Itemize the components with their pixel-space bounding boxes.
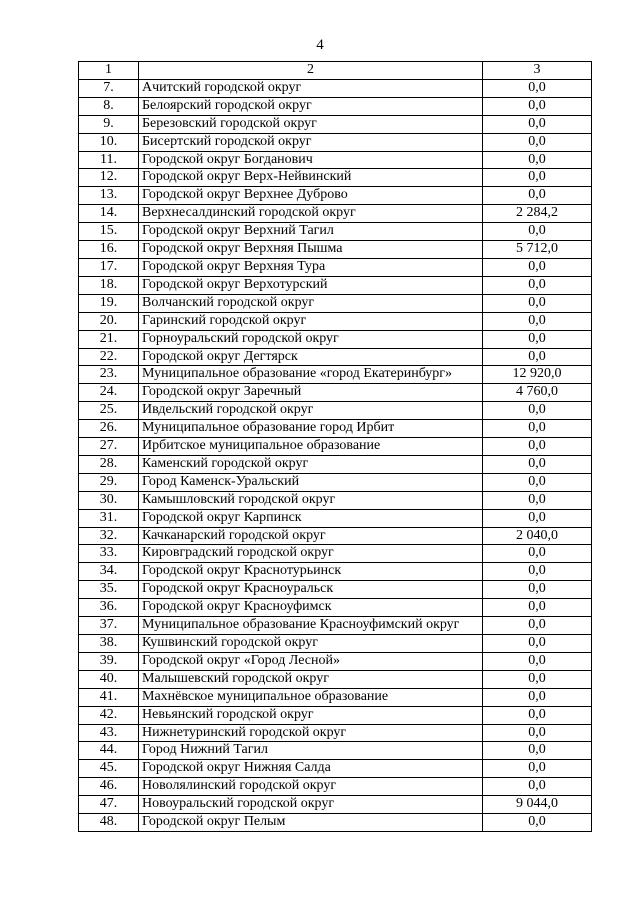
row-number: 38. [79, 635, 139, 653]
row-number: 25. [79, 402, 139, 420]
row-number: 47. [79, 796, 139, 814]
municipality-name: Городской округ Верхнее Дуброво [139, 187, 483, 205]
row-number: 20. [79, 312, 139, 330]
row-number: 45. [79, 760, 139, 778]
municipality-name: Ивдельский городской округ [139, 402, 483, 420]
municipality-name: Городской округ Богданович [139, 151, 483, 169]
municipality-name: Махнёвское муниципальное образование [139, 688, 483, 706]
amount-value: 0,0 [483, 617, 592, 635]
table-row [79, 223, 592, 241]
table-row [79, 205, 592, 223]
municipality-name: Городской округ Краснотурьинск [139, 563, 483, 581]
amount-value: 0,0 [483, 563, 592, 581]
amount-value: 9 044,0 [483, 796, 592, 814]
table-row [79, 366, 592, 384]
table-row [79, 133, 592, 151]
table-row [79, 706, 592, 724]
municipality-name: Муниципальное образование Красноуфимский округ [139, 617, 483, 635]
table-row [79, 509, 592, 527]
row-number: 15. [79, 223, 139, 241]
table-row [79, 796, 592, 814]
table-row [79, 438, 592, 456]
municipality-name: Муниципальное образование город Ирбит [139, 420, 483, 438]
municipality-name: Городской округ Пелым [139, 814, 483, 832]
municipality-name: Городской округ Верхняя Тура [139, 258, 483, 276]
table-row [79, 276, 592, 294]
table-header-row [79, 62, 592, 80]
municipality-name: Городской округ Красноуральск [139, 581, 483, 599]
row-number: 41. [79, 688, 139, 706]
municipality-name: Городской округ Дегтярск [139, 348, 483, 366]
amount-value: 0,0 [483, 151, 592, 169]
table-row [79, 330, 592, 348]
municipality-name: Город Нижний Тагил [139, 742, 483, 760]
municipality-name: Ачитский городской округ [139, 79, 483, 97]
table-row [79, 545, 592, 563]
amount-value: 2 040,0 [483, 527, 592, 545]
table-row [79, 97, 592, 115]
table-row [79, 455, 592, 473]
amount-value: 0,0 [483, 420, 592, 438]
table-row [79, 420, 592, 438]
municipality-name: Камышловский городской округ [139, 491, 483, 509]
row-number: 34. [79, 563, 139, 581]
table-row [79, 384, 592, 402]
amount-value: 0,0 [483, 312, 592, 330]
row-number: 27. [79, 438, 139, 456]
municipality-name: Качканарский городской округ [139, 527, 483, 545]
row-number: 35. [79, 581, 139, 599]
municipality-name: Белоярский городской округ [139, 97, 483, 115]
table-row [79, 742, 592, 760]
row-number: 36. [79, 599, 139, 617]
table-row [79, 527, 592, 545]
amount-value: 0,0 [483, 258, 592, 276]
table-row [79, 688, 592, 706]
municipality-name: Городской округ Верхняя Пышма [139, 241, 483, 259]
row-number: 40. [79, 670, 139, 688]
municipality-name: Городской округ Верх-Нейвинский [139, 169, 483, 187]
header-col-3: 3 [483, 62, 592, 80]
table-row [79, 79, 592, 97]
amount-value: 0,0 [483, 223, 592, 241]
amount-value: 5 712,0 [483, 241, 592, 259]
table-row [79, 312, 592, 330]
amount-value: 0,0 [483, 670, 592, 688]
row-number: 24. [79, 384, 139, 402]
row-number: 28. [79, 455, 139, 473]
row-number: 8. [79, 97, 139, 115]
amount-value: 0,0 [483, 115, 592, 133]
municipality-name: Малышевский городской округ [139, 670, 483, 688]
row-number: 19. [79, 294, 139, 312]
table-row [79, 599, 592, 617]
amount-value: 0,0 [483, 491, 592, 509]
municipality-name: Березовский городской округ [139, 115, 483, 133]
amount-value: 0,0 [483, 778, 592, 796]
amount-value: 0,0 [483, 814, 592, 832]
header-col-1: 1 [79, 62, 139, 80]
municipality-name: Новоуральский городской округ [139, 796, 483, 814]
table-row [79, 241, 592, 259]
table-row [79, 187, 592, 205]
page-number: 4 [316, 37, 324, 53]
municipality-name: Верхнесалдинский городской округ [139, 205, 483, 223]
row-number: 16. [79, 241, 139, 259]
row-number: 23. [79, 366, 139, 384]
municipality-name: Горноуральский городской округ [139, 330, 483, 348]
row-number: 42. [79, 706, 139, 724]
row-number: 17. [79, 258, 139, 276]
budget-table [78, 61, 592, 832]
row-number: 43. [79, 724, 139, 742]
amount-value: 0,0 [483, 635, 592, 653]
amount-value: 0,0 [483, 652, 592, 670]
amount-value: 0,0 [483, 599, 592, 617]
row-number: 14. [79, 205, 139, 223]
amount-value: 4 760,0 [483, 384, 592, 402]
amount-value: 0,0 [483, 706, 592, 724]
table-row [79, 670, 592, 688]
amount-value: 2 284,2 [483, 205, 592, 223]
row-number: 32. [79, 527, 139, 545]
amount-value: 0,0 [483, 724, 592, 742]
table-body [79, 62, 592, 832]
municipality-name: Новолялинский городской округ [139, 778, 483, 796]
table-row [79, 402, 592, 420]
municipality-name: Каменский городской округ [139, 455, 483, 473]
row-number: 31. [79, 509, 139, 527]
row-number: 18. [79, 276, 139, 294]
amount-value: 0,0 [483, 455, 592, 473]
table-row [79, 258, 592, 276]
municipality-name: Городской округ Верхотурский [139, 276, 483, 294]
table-row [79, 635, 592, 653]
row-number: 44. [79, 742, 139, 760]
table-row [79, 778, 592, 796]
table-row [79, 563, 592, 581]
amount-value: 0,0 [483, 742, 592, 760]
amount-value: 0,0 [483, 760, 592, 778]
table-row [79, 348, 592, 366]
amount-value: 0,0 [483, 276, 592, 294]
municipality-name: Невьянский городской округ [139, 706, 483, 724]
municipality-name: Городской округ Красноуфимск [139, 599, 483, 617]
table-row [79, 724, 592, 742]
amount-value: 0,0 [483, 97, 592, 115]
amount-value: 0,0 [483, 330, 592, 348]
table-row [79, 491, 592, 509]
row-number: 12. [79, 169, 139, 187]
table-row [79, 814, 592, 832]
municipality-name: Городской округ Нижняя Салда [139, 760, 483, 778]
row-number: 22. [79, 348, 139, 366]
municipality-name: Кировградский городской округ [139, 545, 483, 563]
amount-value: 0,0 [483, 438, 592, 456]
table-row [79, 760, 592, 778]
municipality-name: Ирбитское муниципальное образование [139, 438, 483, 456]
amount-value: 0,0 [483, 545, 592, 563]
amount-value: 12 920,0 [483, 366, 592, 384]
table-row [79, 294, 592, 312]
amount-value: 0,0 [483, 509, 592, 527]
municipality-name: Городской округ Карпинск [139, 509, 483, 527]
municipality-name: Город Каменск-Уральский [139, 473, 483, 491]
table-row [79, 581, 592, 599]
amount-value: 0,0 [483, 473, 592, 491]
table-row [79, 652, 592, 670]
municipality-name: Городской округ Верхний Тагил [139, 223, 483, 241]
municipality-name: Волчанский городской округ [139, 294, 483, 312]
row-number: 10. [79, 133, 139, 151]
table-row [79, 169, 592, 187]
table-row [79, 151, 592, 169]
row-number: 33. [79, 545, 139, 563]
amount-value: 0,0 [483, 402, 592, 420]
municipality-name: Городской округ «Город Лесной» [139, 652, 483, 670]
municipality-name: Бисертский городской округ [139, 133, 483, 151]
amount-value: 0,0 [483, 79, 592, 97]
municipality-name: Нижнетуринский городской округ [139, 724, 483, 742]
row-number: 37. [79, 617, 139, 635]
row-number: 13. [79, 187, 139, 205]
row-number: 21. [79, 330, 139, 348]
row-number: 48. [79, 814, 139, 832]
table-row [79, 617, 592, 635]
header-col-2: 2 [139, 62, 483, 80]
amount-value: 0,0 [483, 688, 592, 706]
table-row [79, 473, 592, 491]
amount-value: 0,0 [483, 133, 592, 151]
row-number: 39. [79, 652, 139, 670]
municipality-name: Кушвинский городской округ [139, 635, 483, 653]
amount-value: 0,0 [483, 581, 592, 599]
municipality-name: Муниципальное образование «город Екатеринбург» [139, 366, 483, 384]
row-number: 46. [79, 778, 139, 796]
municipality-name: Гаринский городской округ [139, 312, 483, 330]
row-number: 9. [79, 115, 139, 133]
amount-value: 0,0 [483, 169, 592, 187]
row-number: 29. [79, 473, 139, 491]
row-number: 11. [79, 151, 139, 169]
amount-value: 0,0 [483, 187, 592, 205]
amount-value: 0,0 [483, 294, 592, 312]
row-number: 30. [79, 491, 139, 509]
row-number: 26. [79, 420, 139, 438]
row-number: 7. [79, 79, 139, 97]
table-row [79, 115, 592, 133]
municipality-name: Городской округ Заречный [139, 384, 483, 402]
amount-value: 0,0 [483, 348, 592, 366]
